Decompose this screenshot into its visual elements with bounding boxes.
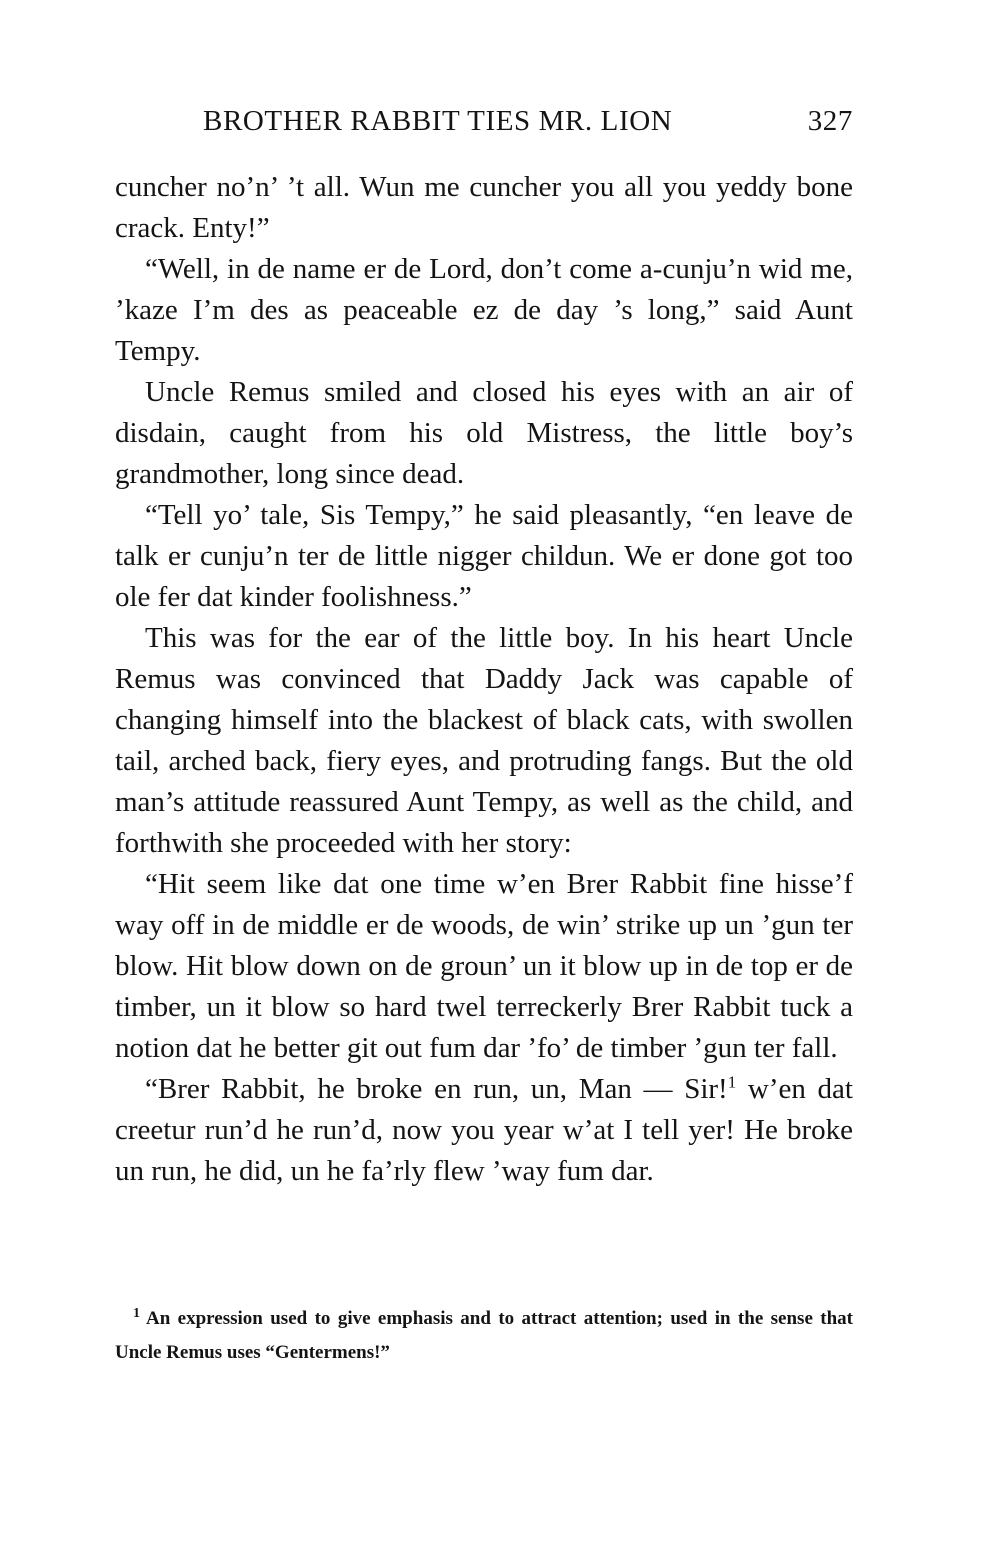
- paragraph-text-end: w’en dat creetur run’d he run’d, now you year w’at I tell yer! He broke un run, he did, un he fa’rly flew ’way fum dar.: [115, 1073, 853, 1187]
- footnote-reference[interactable]: 1: [727, 1072, 737, 1092]
- paragraph-with-footnote: [115, 1069, 853, 1192]
- footnote-text: An expression used to give emphasis and to attract attention; used in the sense that Uncle Remus uses “Gentermens!”: [115, 1308, 853, 1363]
- page-number: 327: [807, 105, 853, 137]
- footnote-mark: 1: [133, 1305, 140, 1321]
- paragraph: “Hit seem like dat one time w’en Brer Rabbit fine hisse’f way off in de middle er de woods, de win’ strike up un ’gun ter blow. Hit blow down on de groun’ un it blow up in de top er de timber, un it blow so hard twel terreckerly Brer Rabbit tuck a notion dat he better git out fum dar ’fo’ de timber ’gun ter fall.: [115, 868, 853, 1064]
- paragraph-text-start: “Brer Rabbit, he broke en run, un, Man — Sir!: [145, 1073, 728, 1105]
- running-title: BROTHER RABBIT TIES MR. LION: [203, 105, 673, 137]
- paragraph: This was for the ear of the little boy. In his heart Uncle Remus was convinced that Daddy Jack was capable of changing himself into the blackest of black cats, with swollen tail, arched back, fiery eyes, and protruding fangs. But the old man’s attitude reassured Aunt Tempy, as well as the child, and forthwith she proceeded with her story:: [115, 622, 853, 859]
- paragraph-continued: cuncher no’n’ ’t all. Wun me cuncher you all you yeddy bone crack. Enty!”: [115, 171, 853, 244]
- paragraph: “Well, in de name er de Lord, don’t come a-cunju’n wid me, ’kaze I’m des as peaceable ez de day ’s long,” said Aunt Tempy.: [115, 253, 853, 367]
- paragraph: Uncle Remus smiled and closed his eyes with an air of disdain, caught from his old Mistress, the little boy’s grandmother, long since dead.: [115, 376, 853, 490]
- paragraph: “Tell yo’ tale, Sis Tempy,” he said pleasantly, “en leave de talk er cunju’n ter de little nigger childun. We er done got too ole fer dat kinder foolishness.”: [115, 499, 853, 613]
- footnote: [115, 1302, 853, 1370]
- body-text: [115, 167, 853, 1192]
- running-head: [115, 105, 853, 149]
